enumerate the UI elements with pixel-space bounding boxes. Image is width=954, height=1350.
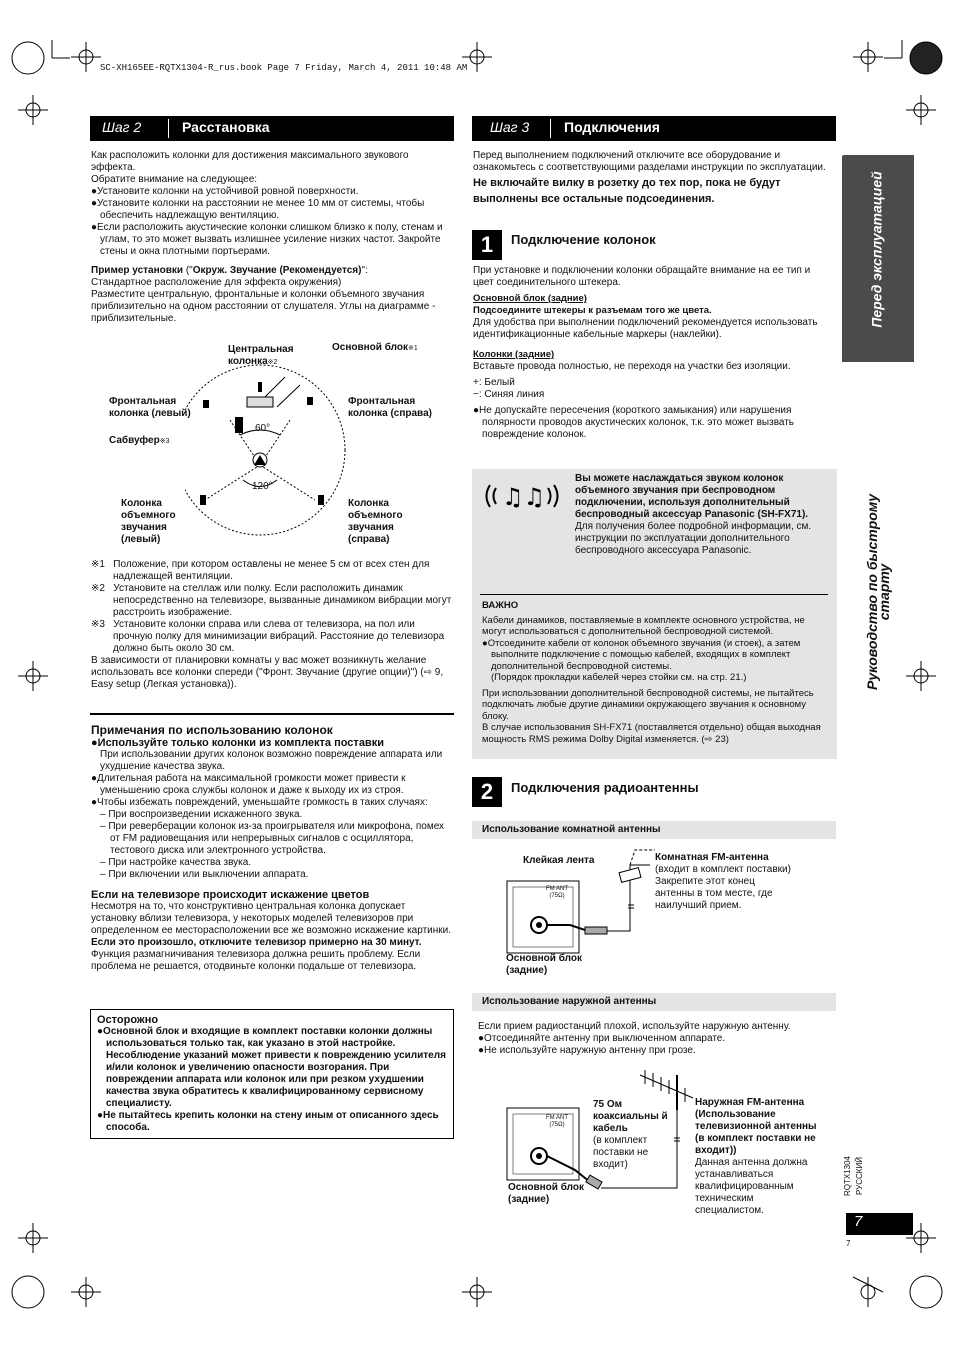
step3-label: Шаг 3: [490, 119, 530, 135]
diagram-front-left-label: Фронтальная колонка (левый): [109, 396, 191, 419]
subwoofer-icon: [235, 417, 243, 433]
tv-title: Если на телевизоре происходит искажение цветов: [91, 889, 370, 901]
notes-bullet: ●Чтобы избежать повреждений, уменьшайте громкость в таких случаях:: [91, 797, 428, 808]
sec1-body: [473, 265, 833, 441]
step2-intro-1: Как расположить колонки для достижения максимального звукового эффекта.: [91, 150, 409, 173]
section-number-2: 2: [472, 777, 502, 807]
surround-left-speaker-icon: [200, 495, 206, 505]
sec1-main-text: Для удобства при выполнении подключений рекомендуется использовать идентификационные кабельные маркеры (наклейки).: [473, 317, 818, 340]
step2-intro-2: Обратите внимание на следующее:: [91, 174, 258, 185]
sec1-title: Подключение колонок: [511, 232, 656, 247]
sidebar-guide-label: Руководство по быстрому старту: [864, 494, 892, 690]
diagram-center-label: Центральная колонка※2: [228, 344, 294, 367]
important-1: Кабели динамиков, поставляемые в комплекте основного устройства, не могут использоваться с дополнительной беспроводной системой.: [482, 614, 805, 637]
outdoor-bullet: ●Отсоединяйте антенну при выключенном аппарате.: [478, 1033, 726, 1044]
notes-dash: – При настройке качества звука.: [100, 857, 252, 868]
sec1-rear-text: Вставьте провода полностью, не переходя на участки без изоляции.: [473, 361, 791, 372]
step3-intro-block: [473, 150, 833, 207]
outdoor-antenna-label: Наружная FM-антенна (Использование телевизионной антенны (в комплект поставки не входит)) Данная антенна должна устанавливаться квалифицированным техническим специалистом.: [695, 1097, 817, 1216]
outdoor-antenna-bar: Использование наружной антенны: [472, 993, 836, 1011]
notes-bullet: ●Длительная работа на максимальной громкости может привести к уменьшению срока службы колонок и даже к выходу их из строя.: [91, 773, 406, 796]
page-number: 7: [854, 1213, 863, 1230]
page-number-small: 7: [846, 1239, 851, 1248]
example-heading: Пример установки ("Окруж. Звучание (Рекомендуется)":: [91, 265, 368, 276]
important-bullet: ●Отсоедините кабели от колонок объемного звучания (и стоек), а затем выполните подключение с помощью кабелей, входящих в комплект дополнительной беспроводной системы.: [482, 637, 801, 672]
fm-ant-label: FM ANT (75Ω): [546, 886, 568, 899]
important-2: При использовании дополнительной беспроводной системы, не пытайтесь подключать любые другие динамики окружающего звучания к основному блоку.: [482, 687, 814, 722]
sidebar-tab-label: Перед эксплуатацией: [868, 171, 885, 328]
outdoor-text: Если прием радиостанций плохой, используйте наружную антенну.: [478, 1021, 791, 1032]
sec1-main-bold: Подсоедините штекеры к разъемам того же цвета.: [473, 305, 712, 316]
notes-section: [91, 723, 453, 973]
sidebar-tab: [842, 155, 914, 362]
print-header: SC-XH165EE-RQTX1304-R_rus.book Page 7 Friday, March 4, 2011 10:48 AM: [100, 63, 468, 73]
speaker-layout-diagram: [185, 345, 365, 565]
sec2-title: Подключения радиоантенны: [511, 780, 699, 795]
svg-text:♫♫: ♫♫: [502, 483, 546, 511]
main-unit-label-2: Основной блок (задние): [508, 1182, 584, 1205]
important-title: ВАЖНО: [482, 600, 519, 611]
sec1-main-label: Основной блок (задние): [473, 293, 587, 304]
notes-bold-bullet: ●Используйте только колонки из комплекта поставки: [91, 737, 384, 749]
notes-dash: – При реверберации колонок из-за проигрывателя или микрофона, помех от FM радиовещания или непрерывных сигналов с осциллятора, тестового диска или электронного устройства.: [100, 821, 445, 856]
diagram-surround-left-label: Колонка объемного звучания (левый): [121, 498, 176, 545]
step2-bullet: ●Если расположить акустические колонки слишком близко к полу, стенам и углам, то это может вызвать излишнее усиление низких частот. Закройте стены и окна плотными портьерами.: [91, 222, 443, 257]
outdoor-body: [478, 1021, 838, 1057]
diagram-subwoofer-label: Сабвуфер※3: [109, 435, 170, 446]
step2-closing: В зависимости от планировки комнаты у вас может возникнуть желание использовать все колонки спереди ("Фронт. Звучание (другие опции)") (⇨ 9, Easy setup (Легкая установка)).: [91, 655, 444, 690]
center-speaker-icon: [258, 382, 262, 392]
caution-item: ●Основной блок и входящие в комплект поставки колонки должны использоваться только так, как указано в этой настройке. Несоблюдение указаний может привести к повреждению усилителя и/или колонок и увеличению опасности возгорания. При повреждении аппарата или колонок или при резком ухудшении качества звука обратитесь к квалифицированному сервисному специалисту.: [97, 1026, 446, 1109]
notes-dash: – При включении или выключении аппарата.: [100, 869, 309, 880]
fm-ant-label: FM ANT (75Ω): [546, 1115, 568, 1128]
footnotes: [91, 559, 453, 691]
indoor-antenna-bar: Использование комнатной антенны: [472, 821, 836, 839]
tape-label: Клейкая лента: [523, 855, 595, 866]
doc-code: RQTX1304: [843, 1155, 852, 1197]
step3-title: Подключения: [564, 119, 660, 135]
caution-title: Осторожно: [97, 1014, 159, 1026]
important-bullet-sub: (Порядок прокладки кабелей через стойки см. на стр. 21.): [491, 672, 747, 683]
angle-120: 120°: [252, 481, 273, 492]
outdoor-antenna-icon: [640, 1070, 693, 1102]
main-unit-label: Основной блок (задние): [506, 953, 582, 976]
step2-title: Расстановка: [182, 119, 270, 135]
example-line: Разместите центральную, фронтальные и колонки объемного звучания приблизительно на одном расстоянии от слушателя. Углы на диаграмме - приблизительные.: [91, 289, 436, 324]
divider: [90, 713, 454, 715]
wireless-music-icon: [482, 481, 562, 511]
caution-item: ●Не пытайтесь крепить колонки на стену иным от описанного здесь способа.: [97, 1110, 439, 1133]
step3-intro: Перед выполнением подключений отключите все оборудование и ознакомьтесь с соответствующими разделами инструкции по эксплуатации.: [473, 150, 826, 173]
diagram-main-label: Основной блок※1: [332, 342, 418, 353]
step2-body: [91, 150, 453, 325]
footnote: ※1 Положение, при котором оставлены не менее 5 см от всех стен для надлежащей вентиляции.: [91, 559, 430, 582]
step2-header: [90, 116, 454, 141]
sec1-rear-label: Колонки (задние): [473, 349, 555, 360]
caution-box: [90, 1009, 454, 1139]
tv-text: Несмотря на то, что конструктивно центральная колонка допускает установку вблизи телевизора, у некоторых моделей телевизоров при определенном ее месторасположении все же возможно искажение картинки.: [91, 901, 452, 936]
section-number-1: 1: [472, 230, 502, 260]
indoor-antenna-label: Комнатная FM-антенна (входит в комплект поставки) Закрепите этот конец антенны в том месте, где наилучший прием.: [655, 852, 791, 911]
important-3: В случае использования SH-FX71 (поставляется отдельно) общая выходная мощность RMS режима Dolby Digital изменяется. (⇨ 23): [482, 722, 821, 745]
tv-bold: Если это произошло, отключите телевизор примерно на 30 минут.: [91, 937, 422, 948]
surround-right-speaker-icon: [318, 495, 324, 505]
sec1-bullet: ●Не допускайте пересечения (короткого замыкания) или нарушения полярности проводов акустических колонок, т.к. это может вызвать повреждение колонок.: [473, 405, 795, 440]
step3-warning: Не включайте вилку в розетку до тех пор, пока не будут выполнены все остальные подсоединения.: [473, 177, 781, 205]
sec1-intro: При установке и подключении колонки обращайте внимание на ее тип и цвет соединительного штекера.: [473, 265, 811, 288]
wireless-box: [472, 469, 837, 759]
front-right-speaker-icon: [307, 397, 313, 405]
diagram-front-right-label: Фронтальная колонка (справа): [348, 396, 432, 419]
notes-bold-bullet-sub: При использовании других колонок возможно повреждение аппарата или ухудшение качества звука.: [100, 749, 443, 772]
wireless-bold: Вы можете наслаждаться звуком колонок объемного звучания при беспроводном подключении, используя дополнительный беспроводный аксессуар Panasonic (SH-FX71).: [575, 473, 809, 520]
step2-bullet: ●Установите колонки на расстоянии не менее 10 мм от системы, чтобы обеспечить надлежащую вентиляцию.: [91, 198, 425, 221]
step2-label: Шаг 2: [102, 119, 142, 135]
angle-60: 60°: [255, 423, 271, 434]
sec1-minus: −: Синяя линия: [473, 389, 545, 400]
notes-dash: – При воспроизведении искаженного звука.: [100, 809, 303, 820]
page-number-box: [846, 1213, 913, 1235]
language-label: РУССКИЙ: [855, 1157, 864, 1195]
outdoor-bullet: ●Не используйте наружную антенну при грозе.: [478, 1045, 696, 1056]
tv-text2: Функция размагничивания телевизора должна решить проблему. Если проблема не решается, отодвиньте колонки подальше от телевизора.: [91, 949, 421, 972]
example-line: Стандартное расположение для эффекта окружения): [91, 277, 342, 288]
coax-label: 75 Ом коаксиальны й кабель (в комплект поставки не входит): [593, 1099, 668, 1170]
main-unit-icon: [247, 397, 273, 407]
step3-header: [472, 116, 836, 141]
notes-title: Примечания по использованию колонок: [91, 723, 333, 737]
footnote: ※3 Установите колонки справа или слева от телевизора, на пол или прочную полку для минимизации вибраций. Расстояние до телевизора должно быть около 30 см.: [91, 619, 445, 654]
footnote: ※2 Установите на стеллаж или полку. Если расположить динамик непосредственно на телевизоре, вызванные динамиком вибрации могут расстроить изображение.: [91, 583, 452, 618]
sec1-plus: +: Белый: [473, 377, 515, 388]
wireless-text: Для получения более подробной информации, см. инструкции по эксплуатации дополнительного беспроводного аксессуара Panasonic.: [575, 521, 812, 556]
diagram-surround-right-label: Колонка объемного звучания (справа): [348, 498, 403, 545]
step2-bullet: ●Установите колонки на устойчивой ровной поверхности.: [91, 186, 359, 197]
tape-icon: [619, 868, 641, 883]
